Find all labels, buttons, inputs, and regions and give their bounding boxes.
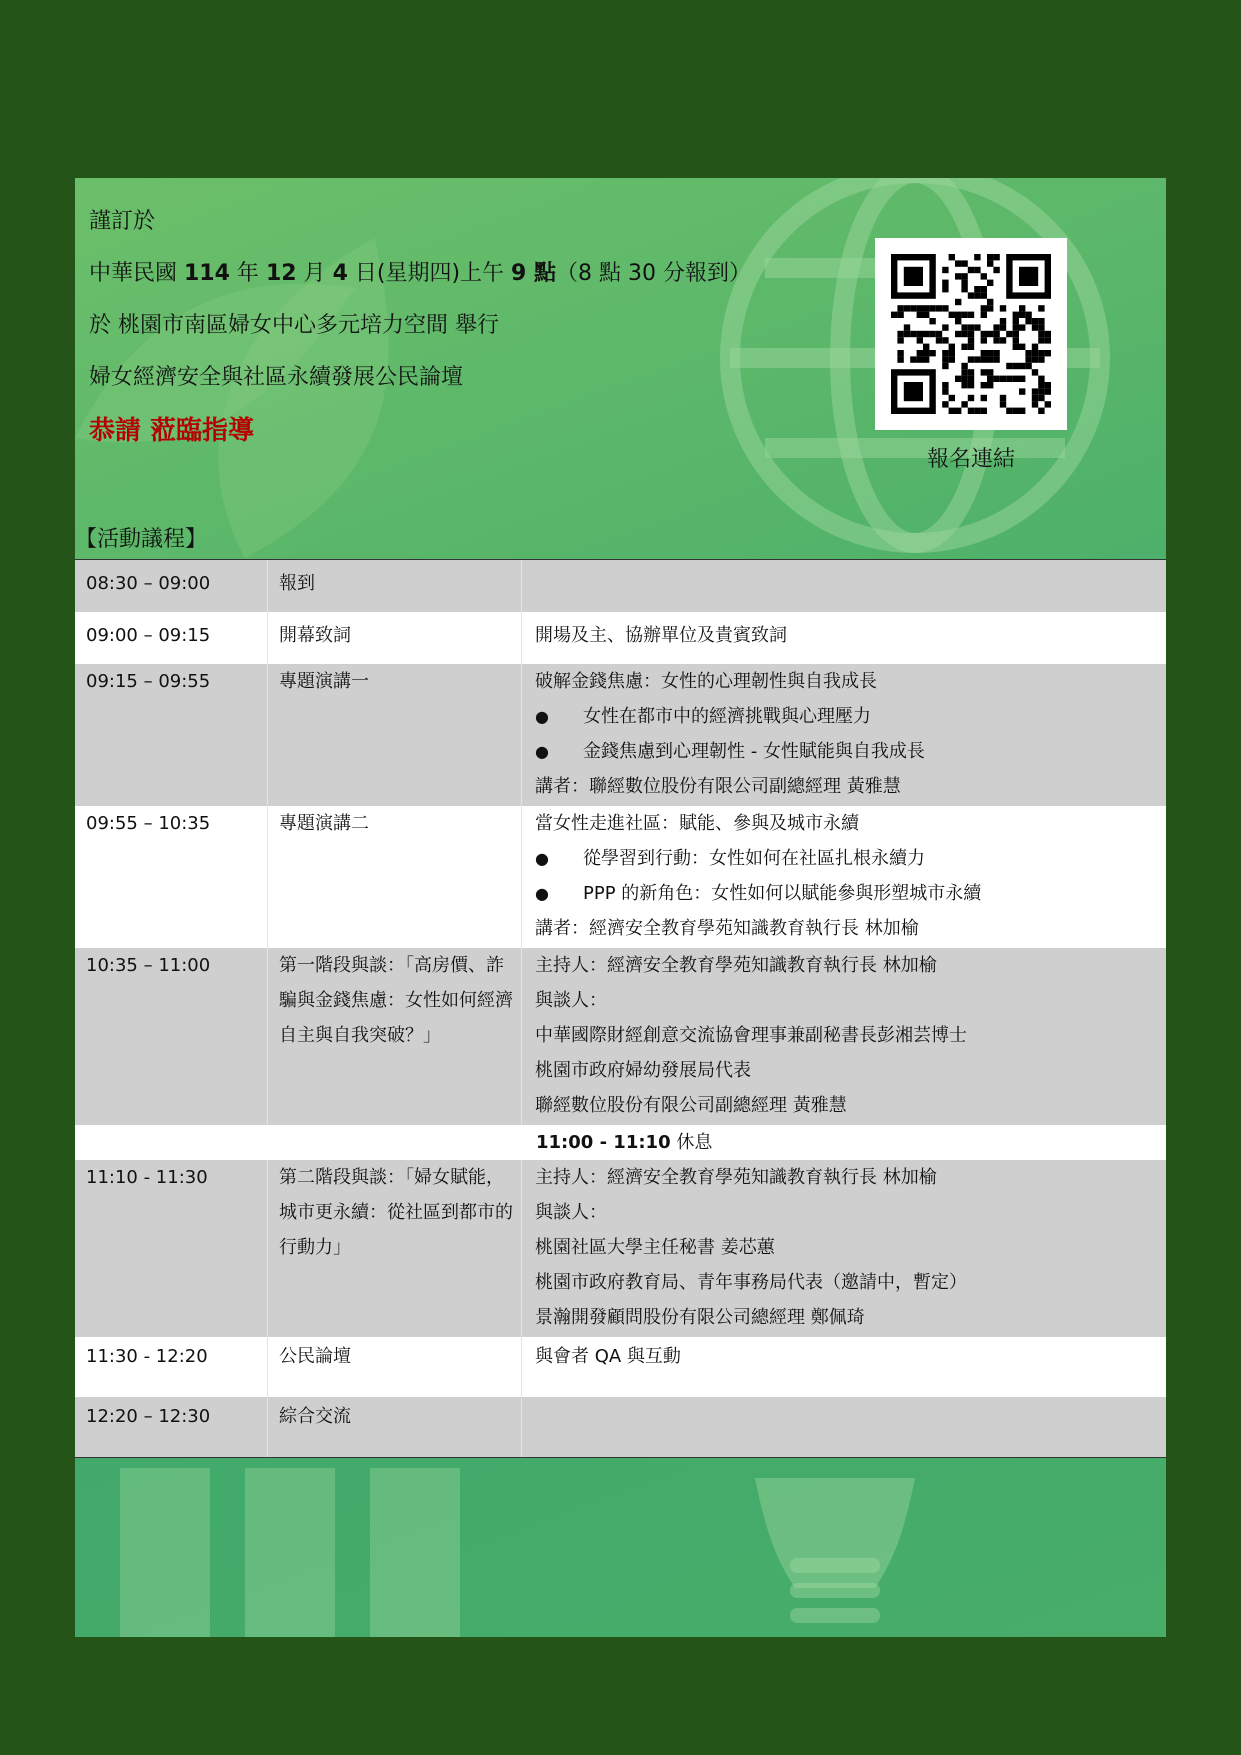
agenda-title: 【活動議程】 <box>75 527 208 552</box>
bullet-item: ● 從學習到行動：女性如何在社區扎根永續力 <box>535 848 925 869</box>
invite-venue: 於 桃園市南區婦女中心多元培力空間 舉行 <box>89 313 499 338</box>
agenda-row: 09:55 – 10:35 專題演講二 當女性走進社區：賦能、參與及城市永續 ● 從學習到行動：女性如何在社區扎根永續力 ● PPP 的新角色：女性如何以賦能參與形塑城市永續 講者：經濟安全教育學苑知識教育執行長 林加榆 <box>75 806 1166 948</box>
agenda-row: 11:10 - 11:30 第二階段與談：「婦女賦能，城市更永續：從社區到都市的行動力」 主持人：經濟安全教育學苑知識教育執行長 林加榆 與談人： 桃園社區大學主任秘書 姜芯蕙 桃園市政府教育局、青年事務局代表（邀請中，暫定） 景瀚開發顧問股份有限公司總經理 鄭佩琦 <box>75 1160 1166 1337</box>
book-stripes <box>120 1468 460 1637</box>
bullet-item: ● PPP 的新角色：女性如何以賦能參與形塑城市永續 <box>535 883 982 904</box>
bullet-item: ● 女性在都市中的經濟挑戰與心理壓力 <box>535 706 871 727</box>
qr-code[interactable] <box>875 238 1067 430</box>
invitation-card <box>75 178 1166 1637</box>
agenda-row: 11:30 - 12:20 公民論壇 與會者 QA 與互動 <box>75 1337 1166 1397</box>
agenda-table <box>75 559 1166 1458</box>
agenda-row: 09:00 – 09:15 開幕致詞 開場及主、協辦單位及貴賓致詞 <box>75 612 1166 664</box>
agenda-row: 12:20 – 12:30 綜合交流 <box>75 1397 1166 1457</box>
invite-request: 恭請 蒞臨指導 <box>89 416 255 446</box>
agenda-row: 08:30 – 09:00 報到 <box>75 560 1166 612</box>
invite-event-name: 婦女經濟安全與社區永續發展公民論壇 <box>89 365 464 390</box>
qr-label: 報名連結 <box>926 447 1015 472</box>
agenda-row: 09:15 – 09:55 專題演講一 破解金錢焦慮：女性的心理韌性與自我成長 ● 女性在都市中的經濟挑戰與心理壓力 ● 金錢焦慮到心理韌性 - 女性賦能與自我成長 講者：聯經數位股份有限公司副總經理 黃雅慧 <box>75 664 1166 806</box>
bullet-item: ● 金錢焦慮到心理韌性 - 女性賦能與自我成長 <box>535 741 925 762</box>
break-row: 11:00 - 11:10 休息 <box>75 1125 1166 1160</box>
qr-code-icon <box>891 254 1051 414</box>
invite-line-1: 謹訂於 <box>89 209 156 234</box>
bulb-icon <box>755 1478 915 1623</box>
invite-date: 中華民國 114 年 12 月 4 日(星期四)上午 9 點（8 點 30 分報到） <box>89 261 751 286</box>
agenda-row: 10:35 – 11:00 第一階段與談：「高房價、詐騙與金錢焦慮：女性如何經濟自主與自我突破？」 主持人：經濟安全教育學苑知識教育執行長 林加榆 與談人： 中華國際財經創意交流協會理事兼副秘書長彭湘芸博士 桃園市政府婦幼發展局代表 聯經數位股份有限公司副總經理 黃雅慧 <box>75 948 1166 1125</box>
